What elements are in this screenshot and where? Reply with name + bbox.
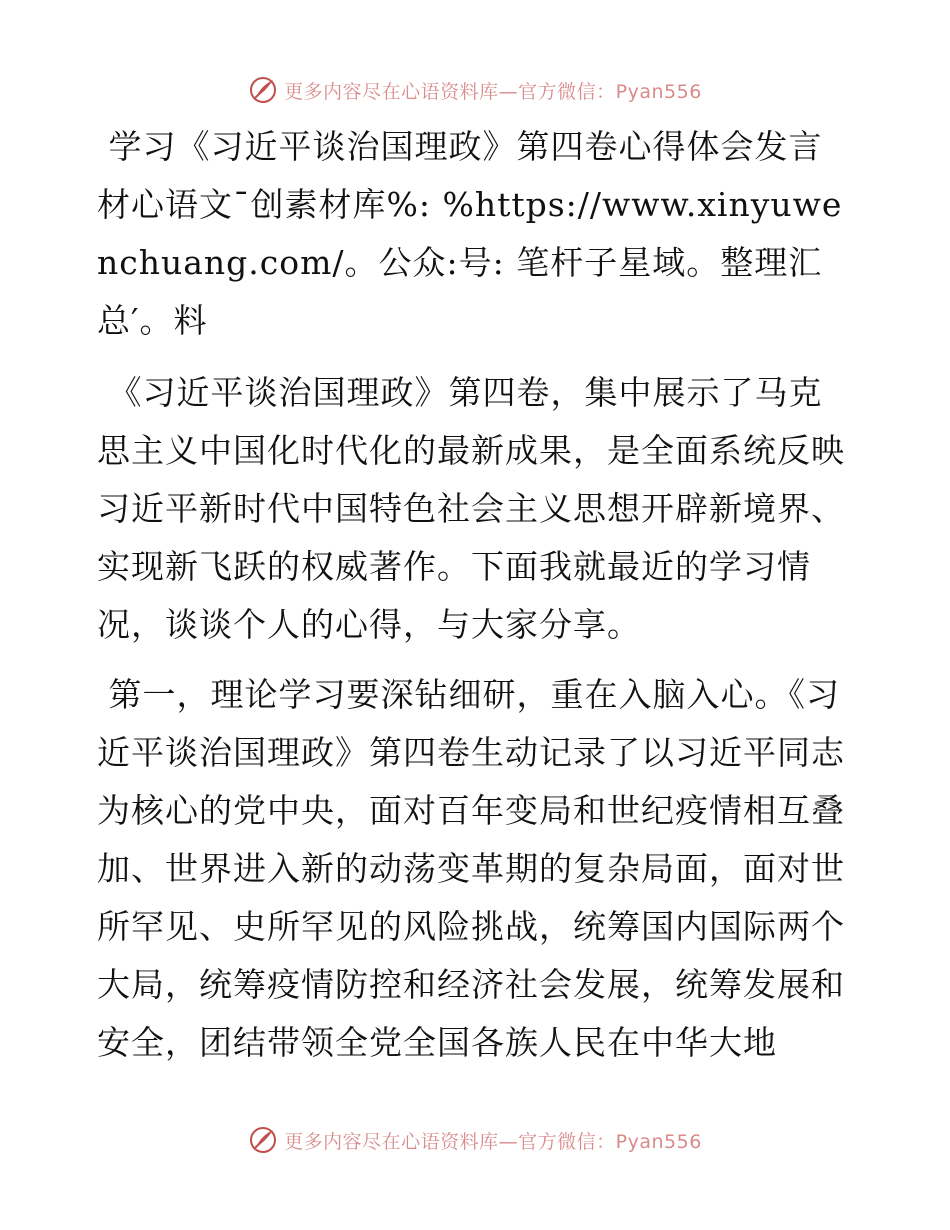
footer-watermark bbox=[0, 1120, 950, 1160]
quill-logo-icon bbox=[248, 1125, 278, 1155]
watermark-text: 更多内容尽在心语资料库—官方微信：Pyan556 bbox=[284, 80, 702, 103]
title-paragraph: 学习《习近平谈治国理政》第四卷心得体会发言材心语文¯创素材库%: %https://www.xinyuwenchuang.com/。公众:号: 笔杆子星域。整理汇总′。料 bbox=[97, 127, 843, 340]
document-body bbox=[97, 118, 852, 1084]
quill-logo-icon bbox=[248, 75, 278, 105]
intro-paragraph: 《习近平谈治国理政》第四卷，集中展示了马克思主义中国化时代化的最新成果，是全面系统反映习近平新时代中国特色社会主义思想开辟新境界、实现新飞跃的权威著作。下面我就最近的学习情况，谈谈个人的心得，与大家分享。 bbox=[97, 373, 845, 644]
section-one-paragraph: 第一，理论学习要深钻细研，重在入脑入心。《习近平谈治国理政》第四卷生动记录了以习近平同志为核心的党中央，面对百年变局和世纪疫情相互叠加、世界进入新的动荡变革期的复杂局面，面对世所罕见、史所罕见的风险挑战，统筹国内国际两个大局，统筹疫情防控和经济社会发展，统筹发展和安全，团结带领全党全国各族人民在中华大地 bbox=[97, 675, 845, 1062]
header-watermark bbox=[0, 70, 950, 110]
watermark-text: 更多内容尽在心语资料库—官方微信：Pyan556 bbox=[284, 1130, 702, 1153]
